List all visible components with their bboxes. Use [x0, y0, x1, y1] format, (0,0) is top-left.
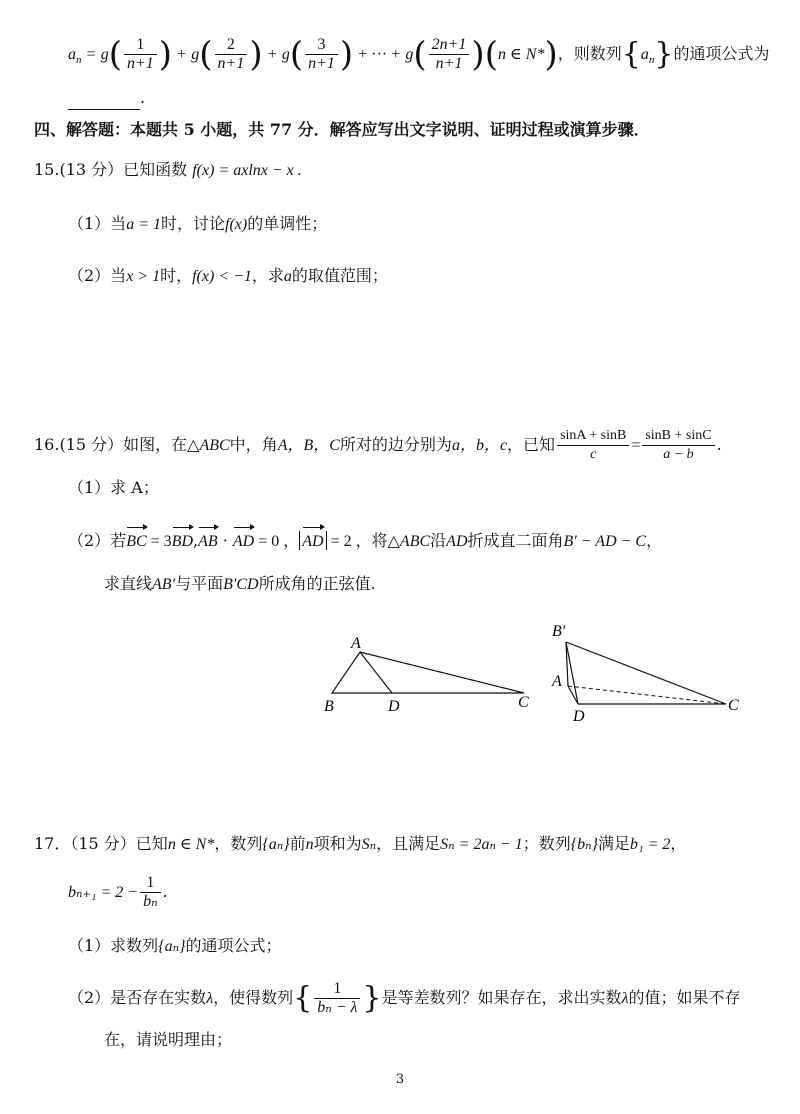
q17-p2-prefix: （2）是否存在实数: [68, 988, 207, 1007]
q16-angles: A，B，C: [277, 437, 340, 454]
q14-text-end: 的通项公式为: [673, 44, 770, 63]
an-symbol: a: [68, 46, 76, 63]
g-func-3: g: [281, 46, 290, 63]
q17-part1: [68, 934, 281, 959]
q14-period: .: [140, 88, 146, 107]
q16-part2: [68, 526, 662, 554]
q16-frac1-num: sinA + sinB: [557, 427, 629, 446]
q14-text-after: ，则数列: [557, 44, 622, 63]
seq-name: a: [640, 46, 649, 63]
an-sub: n: [76, 54, 82, 67]
q16-line-ab: AB′: [152, 576, 176, 593]
q17-rec-end: .: [162, 882, 168, 901]
q16-part2-line2: [104, 572, 376, 597]
q15-p1-prefix: （1）当: [68, 214, 127, 233]
q16-frac2-den: a − b: [663, 447, 694, 462]
domain-cond: n ∈ N*: [497, 46, 545, 63]
frac-1: [124, 36, 157, 73]
label-c: C: [518, 694, 529, 711]
q16-triangle: △ABC: [187, 437, 230, 454]
q15-p2-mid: 时，: [160, 266, 193, 285]
q15-p2-cond: x > 1: [126, 268, 161, 285]
q16-eq0: = 0 ，: [254, 533, 300, 550]
q17-lambda2: λ: [621, 990, 629, 1007]
q14-formula-line: $a_n = g$( $\frac{1}{n+1}$ ) + g( $\frac{2}{n+1}$ ) + g( $\frac{3}{n+1}$ ) + ··· + g( $\frac{2n+1}{n+1}$ )(n ∈ N*)，则数列$\{a_n\}$的通项公式为: [68, 34, 770, 75]
vec-bc: BC: [126, 526, 146, 554]
vec-ab: AB: [198, 526, 218, 554]
q17-stem: [34, 832, 686, 857]
frac-4: [429, 36, 470, 73]
frac-num-2: 2: [215, 36, 248, 55]
q16-fold-text2: 折成直二面角: [467, 531, 564, 550]
q16-part1: （1）求 A；: [68, 478, 159, 497]
q16-l2-c: 所成角的正弦值.: [258, 574, 376, 593]
label-d2: D: [573, 708, 585, 724]
q15-p1-end: 的单调性；: [247, 214, 328, 233]
q17-seq-a: {aₙ}: [262, 836, 290, 853]
q16-eq2: = 2 ，将: [326, 533, 388, 550]
q16-text1: 中，角: [229, 435, 278, 454]
q17-text1: ，数列: [214, 834, 263, 853]
dots: + ··· +: [358, 46, 401, 63]
q15-p2-end: ，求: [251, 266, 284, 285]
q16-comma: ,: [193, 531, 199, 550]
q17-rec-lhs: bₙ₊₁ = 2 −: [68, 884, 139, 901]
q17-cond: n ∈ N*: [167, 836, 215, 853]
segment-ad: [360, 652, 392, 693]
label-a2: A: [552, 673, 562, 690]
q15-stem: [34, 158, 302, 183]
q17-p2-end2: 的值；如果不存: [628, 988, 741, 1007]
q17-p1-end: 的通项公式；: [185, 936, 282, 955]
q16-frac1: [557, 427, 629, 464]
q17-sum: Sₙ: [361, 836, 377, 853]
frac-den-2: n+1: [217, 55, 245, 72]
frac-num-3: 3: [305, 36, 338, 55]
q17-text7: ，: [670, 834, 687, 853]
answer-blank[interactable]: [68, 91, 140, 110]
q15-p1-func: f(x): [225, 216, 248, 233]
q17-part2: （2）是否存在实数λ，使得数列{ $\frac{1}{\text{bₙ − λ}}$ }是等差数列？如果存在，求出实数λ的值；如果不存: [68, 980, 741, 1016]
vec-ad: AD: [233, 526, 254, 554]
q17-p1-seq: {aₙ}: [158, 938, 186, 955]
q17-seq-b: {bₙ}: [570, 836, 599, 853]
q15-p2-ineq: f(x) < −1: [192, 268, 252, 285]
label-c2: C: [728, 697, 739, 714]
q16-dot: ·: [217, 531, 233, 550]
frac-2: [215, 36, 248, 73]
q17-text3: 项和为: [313, 834, 362, 853]
frac-den-1: n+1: [126, 55, 154, 72]
q16-comma-end: ，: [646, 531, 663, 550]
frac-num-4: 2n+1: [429, 36, 470, 55]
q16-eq: =: [631, 437, 641, 454]
frac-3: [305, 36, 338, 73]
equals: =: [86, 46, 96, 63]
q15-function: f(x) = axlnx − x .: [192, 162, 302, 179]
g-func-2: g: [191, 46, 200, 63]
q17-p2-end: 是等差数列？如果存在，求出实数: [381, 988, 622, 1007]
q16-text3: ，已知: [507, 435, 556, 454]
q17-part2-line2: 在，请说明理由；: [104, 1030, 233, 1049]
frac-num-1: 1: [124, 36, 157, 55]
q17-rec-frac: [140, 874, 160, 911]
q16-fold-line: AD: [446, 533, 468, 550]
page-number: 3: [395, 1072, 405, 1087]
q15-p2-tail: 的取值范围；: [291, 266, 388, 285]
q17-p2-mid: ，使得数列: [213, 988, 294, 1007]
label-a: A: [351, 635, 361, 652]
q17-rec-num: 1: [140, 874, 160, 893]
q16-frac2: [642, 427, 714, 464]
q15-p1-cond: a = 1: [126, 216, 161, 233]
q15-p1-mid: 时，讨论: [160, 214, 225, 233]
q17-p2-den: bₙ − λ: [317, 999, 358, 1016]
q16-frac1-den: c: [590, 447, 597, 462]
figure-triangle-abc: [318, 628, 548, 718]
q16-text2: 所对的边分别为: [339, 435, 452, 454]
q16-fold-text: 沿: [430, 531, 447, 550]
q16-frac2-num: sinB + sinC: [642, 427, 714, 446]
q17-relation: Sₙ = 2aₙ − 1: [440, 836, 523, 853]
q14-answer-line: [68, 86, 145, 110]
q16-l2-a: 求直线: [104, 574, 153, 593]
q17-rec-den: bₙ: [143, 893, 158, 910]
q17-p2-frac: [314, 980, 360, 1017]
q16-dihedral: B′ − AD − C: [563, 533, 647, 550]
abs-vec-ad: AD: [302, 526, 323, 554]
triangle-abc-outline: [332, 652, 524, 693]
g-func-4: g: [405, 46, 414, 63]
figure-folded-tetrahedron: [546, 618, 746, 724]
q15-part1: [68, 212, 327, 237]
q15-number: 15.(13 分）已知函数: [34, 160, 188, 179]
label-bprime: B′: [552, 623, 566, 640]
q16-triangle2: △ABC: [387, 533, 431, 550]
frac-den-3: n+1: [308, 55, 335, 72]
q17-n: n: [305, 836, 314, 853]
q15-p2-prefix: （2）当: [68, 266, 127, 285]
label-d: D: [388, 698, 400, 715]
label-b: B: [324, 698, 334, 715]
q16-stem: [34, 424, 722, 466]
q17-text4: ，且满足: [376, 834, 441, 853]
seq-sub: n: [648, 54, 655, 67]
q17-text2: 前: [289, 834, 306, 853]
q16-sides: a，b，c: [451, 437, 508, 454]
section-heading: 四、解答题：本题共 5 小题，共 77 分．解答应写出文字说明、证明过程或演算步骤．: [34, 120, 650, 139]
frac-den-4: n+1: [435, 55, 463, 72]
g-func-1: g: [100, 46, 109, 63]
q17-number: 17．（15 分）已知: [34, 834, 168, 853]
q17-p1: （1）求数列: [68, 936, 159, 955]
q16-eq3: = 3: [146, 533, 172, 550]
q16-plane: B′CD: [223, 576, 259, 593]
plus-2: +: [267, 46, 277, 63]
q17-text5: ；数列: [522, 834, 571, 853]
q17-b1: b₁ = 2: [630, 836, 671, 853]
q17-recurrence: [68, 872, 168, 912]
plus-1: +: [177, 46, 187, 63]
q17-p2-num: 1: [314, 980, 360, 999]
q15-p2-var: a: [283, 268, 292, 285]
q16-period: .: [716, 435, 722, 454]
q16-p2-prefix: （2）若: [68, 531, 127, 550]
q17-lambda: λ: [206, 990, 214, 1007]
q16-number: 16.(15 分）如图，在: [34, 435, 188, 454]
q16-l2-b: 与平面: [175, 574, 224, 593]
vec-bd: BD: [172, 526, 193, 554]
q15-part2: [68, 264, 388, 289]
q17-text6: 满足: [598, 834, 631, 853]
